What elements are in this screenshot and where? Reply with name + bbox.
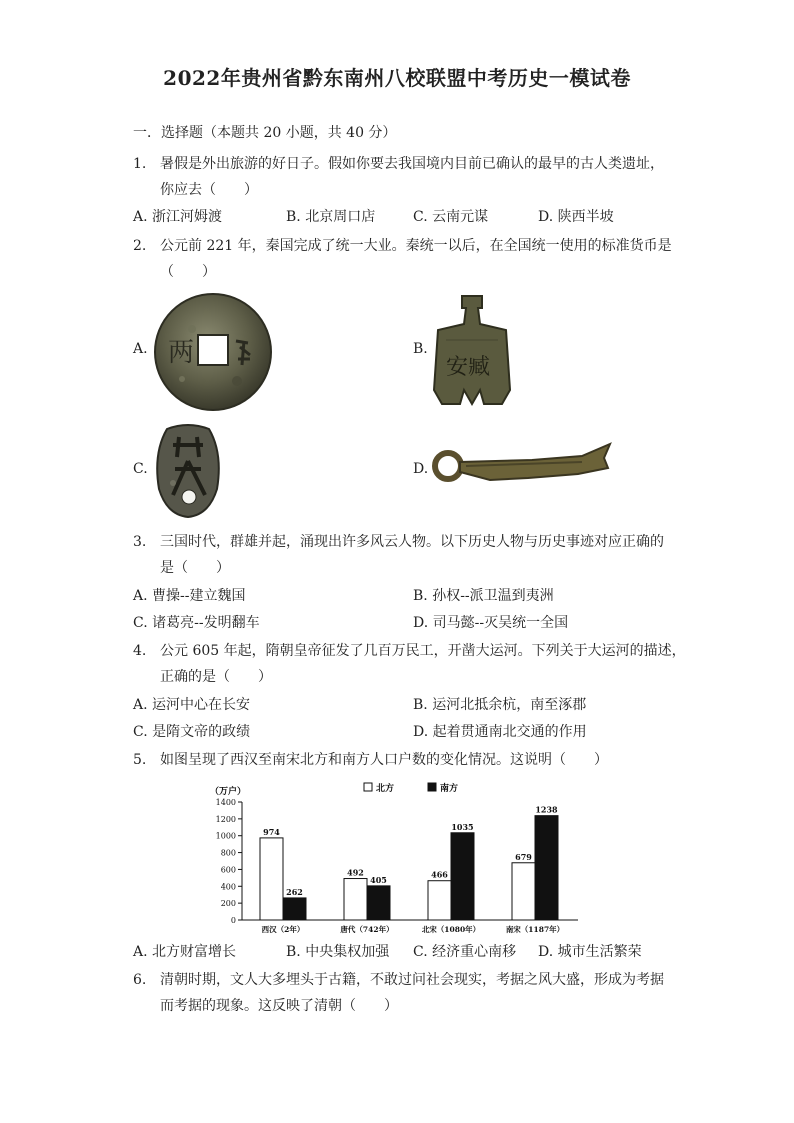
y-tick-label: 200 (220, 899, 236, 909)
q4-number: 4. (133, 643, 147, 659)
q5-option-a: A. 北方财富增长 (133, 944, 237, 960)
q3-stem-line1: 三国时代，群雄并起，涌现出许多风云人物。以下历史人物与历史事迹对应正确的 (160, 534, 664, 550)
bar-value-label: 1035 (451, 821, 474, 832)
ban-liang-coin-image (152, 291, 274, 417)
q3-option-b: B. 孙权--派卫温到夷洲 (413, 588, 554, 604)
q1-option-a: A. 浙江河姆渡 (133, 209, 223, 225)
q4-stem-line1: 公元 605 年起，隋朝皇帝征发了几百万民工，开凿大运河。下列关于大运河的描述， (160, 643, 686, 659)
population-bar-chart (196, 774, 588, 950)
x-category-label: 南宋（1187年） (505, 925, 565, 934)
y-tick-label: 1000 (215, 831, 236, 841)
q3-option-c: C. 诸葛亮--发明翻车 (133, 615, 260, 631)
q1-stem-line2: 你应去（ ） (160, 182, 258, 198)
y-tick-label: 1200 (215, 814, 236, 824)
y-tick-label: 400 (220, 882, 236, 892)
q5-option-d: D. 城市生活繁荣 (538, 944, 642, 960)
q2-stem-line1: 公元前 221 年，秦国完成了统一大业。秦统一以后，在全国统一使用的标准货币是 (160, 238, 672, 254)
coin-a-inscription: 两 (168, 338, 195, 368)
q2-option-a-label: A. (133, 341, 148, 357)
bar (428, 881, 451, 920)
ant-nose-coin-image (153, 423, 223, 523)
bar-value-label: 974 (263, 826, 280, 837)
q1-stem-line1: 暑假是外出旅游的好日子。假如你要去我国境内目前已确认的最早的古人类遗址， (160, 156, 664, 172)
x-category-label: 北宋（1080年） (421, 925, 481, 934)
bar-value-label: 679 (515, 851, 532, 862)
x-category-label: 西汉（2年） (261, 925, 305, 934)
bar (283, 898, 306, 920)
q6-stem-line1: 清朝时期，文人大多埋头于古籍，不敢过问社会现实，考据之风大盛，形成为考据 (160, 972, 664, 988)
bar-value-label: 1238 (535, 804, 558, 815)
q5-stem-line1: 如图呈现了西汉至南宋北方和南方人口户数的变化情况。这说明（ ） (160, 752, 608, 768)
q2-option-d-label: D. (413, 461, 429, 477)
q2-stem-line2: （ ） (160, 264, 216, 280)
legend-swatch-2 (428, 783, 436, 791)
x-category-label: 唐代（742年） (340, 925, 394, 934)
bar (535, 816, 558, 920)
q6-stem-line2: 而考据的现象。这反映了清朝（ ） (160, 998, 398, 1014)
y-tick-label: 1400 (215, 798, 236, 807)
page-title: 2022年贵州省黔东南州八校联盟中考历史一模试卷 (163, 66, 631, 90)
q1-option-d: D. 陕西半坡 (538, 209, 614, 225)
q1-number: 1. (133, 156, 147, 172)
q1-option-b: B. 北京周口店 (286, 209, 376, 225)
bar (344, 879, 367, 920)
section-heading: 一．选择题（本题共 20 小题，共 40 分） (133, 125, 397, 141)
q2-option-c-label: C. (133, 461, 148, 477)
q6-number: 6. (133, 972, 147, 988)
q2-option-b-label: B. (413, 341, 428, 357)
y-tick-label: 800 (220, 848, 236, 858)
bar (260, 838, 283, 920)
bar-value-label: 492 (347, 867, 364, 878)
bar (367, 886, 390, 920)
q4-option-d: D. 起着贯通南北交通的作用 (413, 724, 587, 740)
y-tick-label: 0 (230, 916, 236, 925)
q3-number: 3. (133, 534, 147, 550)
legend-label-2: 南方 (440, 784, 459, 794)
knife-coin-image (432, 440, 614, 500)
legend-swatch-1 (364, 783, 372, 791)
legend-label-1: 北方 (376, 784, 395, 794)
y-tick-label: 600 (220, 865, 236, 875)
chart-y-axis-label: （万户） (210, 787, 247, 797)
spade-coin-image (432, 294, 512, 410)
q5-option-b: B. 中央集权加强 (286, 944, 390, 960)
q5-option-c: C. 经济重心南移 (413, 944, 517, 960)
bar (512, 863, 535, 920)
coin-b-inscription: 安臧 (446, 355, 491, 380)
q3-option-d: D. 司马懿--灭吴统一全国 (413, 615, 569, 631)
bar-value-label: 262 (286, 886, 303, 897)
q2-number: 2. (133, 238, 147, 254)
q4-option-c: C. 是隋文帝的政绩 (133, 724, 251, 740)
bar-value-label: 466 (431, 869, 448, 880)
q4-option-b: B. 运河北抵余杭，南至涿郡 (413, 697, 587, 713)
bar (451, 833, 474, 920)
q3-stem-line2: 是（ ） (160, 560, 230, 576)
q4-stem-line2: 正确的是（ ） (160, 669, 272, 685)
q3-option-a: A. 曹操--建立魏国 (133, 588, 246, 604)
bar-value-label: 405 (370, 874, 387, 885)
q1-option-c: C. 云南元谋 (413, 209, 489, 225)
q4-option-a: A. 运河中心在长安 (133, 697, 251, 713)
q5-number: 5. (133, 752, 147, 768)
